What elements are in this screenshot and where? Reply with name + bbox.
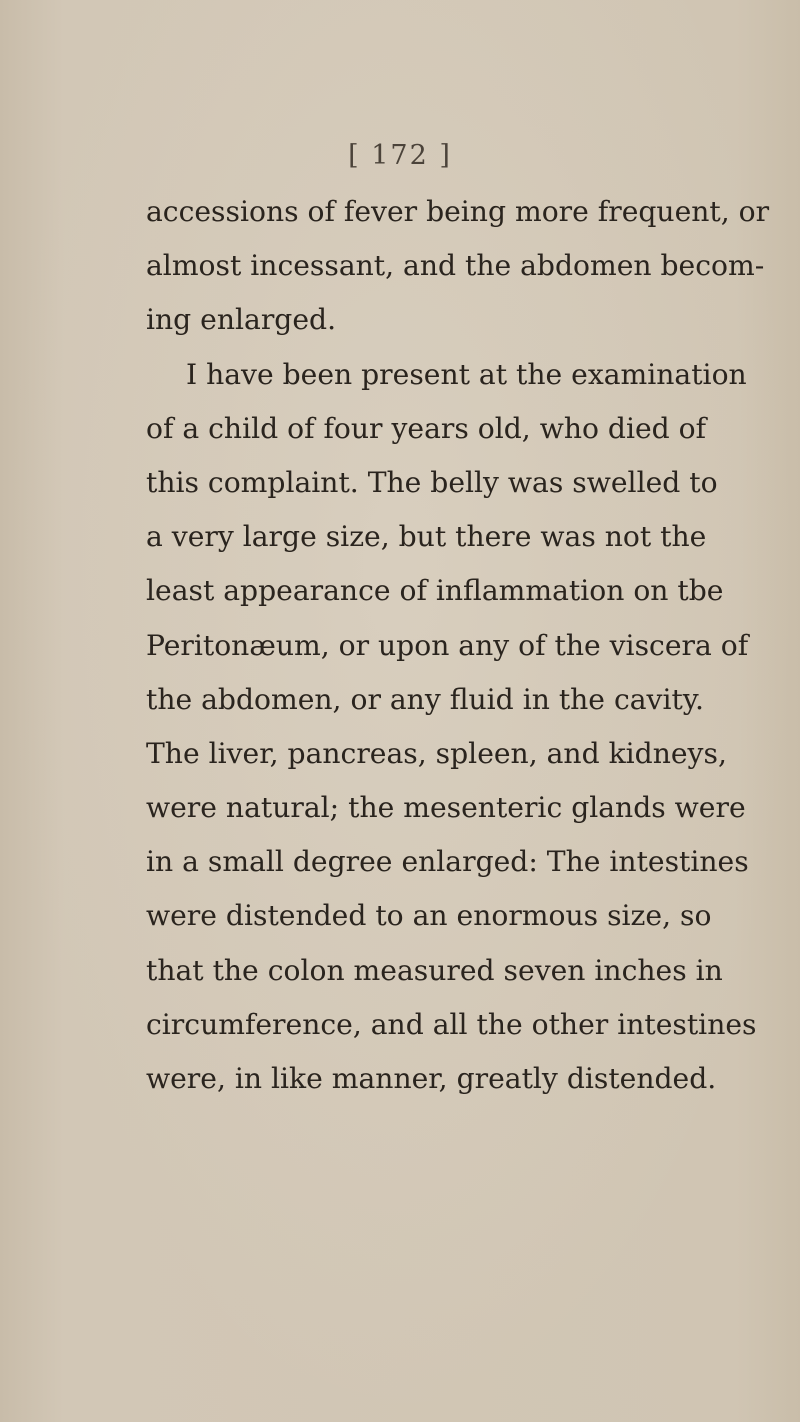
text-line: were natural; the mesenteric glands were	[146, 791, 746, 825]
text-line: were distended to an enormous size, so	[146, 899, 712, 933]
text-line: a very large size, but there was not the	[146, 520, 707, 554]
text-line: in a small degree enlarged: The intestines	[146, 845, 749, 879]
page-number: [ 172 ]	[348, 140, 452, 171]
text-line: almost incessant, and the abdomen becom-	[146, 249, 765, 283]
text-line: circumference, and all the other intestines	[146, 1007, 757, 1041]
text-line: I have been present at the examination	[186, 357, 747, 391]
text-line: that the colon measured seven inches in	[146, 953, 723, 987]
text-line: ing enlarged.	[146, 303, 337, 337]
text-line: of a child of four years old, who died of	[146, 411, 707, 445]
text-line: were, in like manner, greatly distended.	[146, 1062, 717, 1095]
text-line: least appearance of inflammation on tbe	[146, 574, 724, 608]
text-line: The liver, pancreas, spleen, and kidneys,	[146, 736, 727, 770]
text-line: this complaint. The belly was swelled to	[146, 465, 718, 499]
text-line: accessions of fever being more frequent, or	[146, 195, 770, 228]
text-line: Peritonæum, or upon any of the viscera of	[146, 628, 749, 662]
text-line: the abdomen, or any fluid in the cavity.	[146, 682, 704, 716]
body-text	[146, 185, 770, 1106]
